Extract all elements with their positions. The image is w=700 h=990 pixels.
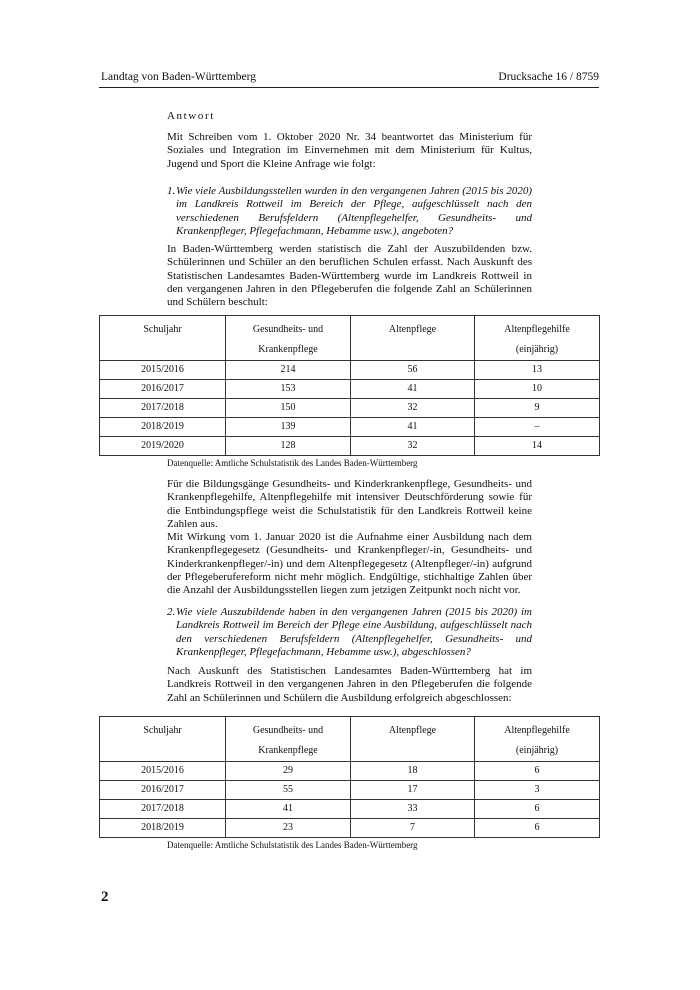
table-cell: 55 [226, 781, 351, 800]
question-2 [167, 606, 532, 659]
table-cell: 214 [226, 361, 351, 380]
table-header-row [100, 717, 600, 762]
table-row [100, 418, 600, 437]
table-cell: 3 [475, 781, 600, 800]
table-row [100, 781, 600, 800]
table-cell: 7 [351, 819, 475, 838]
table-row [100, 399, 600, 418]
table-cell: 2019/2020 [100, 437, 226, 456]
table-row [100, 762, 600, 781]
table-cell: 13 [475, 361, 600, 380]
table-cell: 153 [226, 380, 351, 399]
table-cell: 2015/2016 [100, 762, 226, 781]
answer-1-intro: In Baden-Württemberg werden statistisch die Zahl der Auszubildenden bzw. Schülerinnen und Schüler an den beruflichen Schulen erfasst. Nach Auskunft des Statistischen Landesamtes Baden-Württemberg wurde im Landkreis Rottweil in den vergangenen Jahren in den Pflegeberufen die folgende Zahl an Schülerinnen und Schülern beschult: [167, 243, 532, 309]
table-cell: 41 [351, 380, 475, 399]
column-header-gesundheits-krankenpflege [226, 316, 351, 361]
table-cell: 14 [475, 437, 600, 456]
table-cell: 139 [226, 418, 351, 437]
header-document-number: Drucksache 16 / 8759 [498, 71, 599, 83]
table-header-row [100, 316, 600, 361]
table-cell: 41 [226, 800, 351, 819]
header-rule [99, 87, 599, 88]
column-header-line: (einjährig) [515, 745, 559, 756]
table-cell: 32 [351, 399, 475, 418]
answer-2-intro: Nach Auskunft des Statistischen Landesamtes Baden-Württemberg hat im Landkreis Rottweil in den vergangenen Jahren in den Pflegeberufen die folgende Zahl an Schülerinnen und Schülern die Ausbildung erfolgreich abgeschlossen: [167, 665, 532, 704]
table-cell: 6 [475, 762, 600, 781]
table-cell: 32 [351, 437, 475, 456]
intro-paragraph: Mit Schreiben vom 1. Oktober 2020 Nr. 34 beantwortet das Ministerium für Soziales und Integration im Einvernehmen mit dem Ministerium für Kultus, Jugend und Sport die Kleine Anfrage wie folgt: [167, 131, 532, 170]
table-cell: 2016/2017 [100, 781, 226, 800]
table-cell: 23 [226, 819, 351, 838]
column-header-line: (einjährig) [515, 344, 559, 355]
column-header-altenpflege: Altenpflege [351, 316, 475, 361]
table-cell: 33 [351, 800, 475, 819]
section-title: Antwort [167, 110, 215, 122]
page-header [101, 71, 599, 83]
column-header-line: Altenpflegehilfe [504, 324, 570, 335]
page-number: 2 [101, 889, 109, 905]
table-cell: 6 [475, 800, 600, 819]
table-cell: 10 [475, 380, 600, 399]
column-header-altenpflege: Altenpflege [351, 717, 475, 762]
column-header-gesundheits-krankenpflege [226, 717, 351, 762]
table-cell: 2017/2018 [100, 399, 226, 418]
column-header-line: Gesundheits- und [252, 324, 324, 335]
table-cell: 17 [351, 781, 475, 800]
table-2-source: Datenquelle: Amtliche Schulstatistik des Landes Baden-Württemberg [167, 840, 418, 850]
table-cell: 2015/2016 [100, 361, 226, 380]
table-cell: 2018/2019 [100, 819, 226, 838]
answer-1-paragraph-2: Für die Bildungsgänge Gesundheits- und Kinderkrankenpflege, Gesundheits- und Krankenpflegehilfe, Altenpflegehilfe mit intensiver Deutschförderung sowie für die Entbindungspflege weist die Schulstatistik für den Landkreis Rottweil keine Zahlen aus. [167, 478, 532, 530]
table-row [100, 819, 600, 838]
table-cell: 2018/2019 [100, 418, 226, 437]
table-row [100, 800, 600, 819]
table-cell: 9 [475, 399, 600, 418]
column-header-altenpflegehilfe [475, 717, 600, 762]
column-header-schuljahr: Schuljahr [100, 717, 226, 762]
column-header-altenpflegehilfe [475, 316, 600, 361]
column-header-line: Gesundheits- und [252, 725, 324, 736]
column-header-schuljahr: Schuljahr [100, 316, 226, 361]
column-header-line: Krankenpflege [258, 745, 318, 756]
table-cell: 2017/2018 [100, 800, 226, 819]
question-1-number: 1. [167, 185, 176, 197]
question-2-number: 2. [167, 606, 176, 618]
table-cell: 128 [226, 437, 351, 456]
table-cell: 18 [351, 762, 475, 781]
column-header-line: Krankenpflege [258, 344, 318, 355]
table-row [100, 437, 600, 456]
table-trainees [99, 315, 600, 456]
table-cell: 150 [226, 399, 351, 418]
table-cell: – [475, 418, 600, 437]
table-cell: 2016/2017 [100, 380, 226, 399]
table-graduates [99, 716, 600, 838]
table-cell: 29 [226, 762, 351, 781]
header-parliament: Landtag von Baden-Württemberg [101, 71, 256, 83]
question-1-text: Wie viele Ausbildungsstellen wurden in den vergangenen Jahren (2015 bis 2020) im Landkreis Rottweil im Bereich der Pflege, aufgeschlüsselt nach den verschiedenen Berufsfeldern (Altenpflegehelfer, Gesundheits- und Krankenpfleger, Pflegefachmann, Hebamme usw.), angeboten? [176, 185, 532, 237]
table-row [100, 380, 600, 399]
question-2-text: Wie viele Auszubildende haben in den vergangenen Jahren (2015 bis 2020) im Landkreis Rottweil im Bereich der Pflege eine Ausbildung, aufgeschlüsselt nach den verschiedenen Berufsfeldern (Altenpflegehelfer, Gesundheits- und Krankenpfleger, Pflegefachmann, Hebamme usw.), abgeschlossen? [176, 606, 532, 658]
column-header-line: Altenpflegehilfe [504, 725, 570, 736]
answer-1-paragraph-3: Mit Wirkung vom 1. Januar 2020 ist die Aufnahme einer Ausbildung nach dem Krankenpflegegesetz (Gesundheits- und Krankenpfleger/-in, Gesundheits- und Kinderkrankenpfleger/-in) und dem Altenpflegegesetz (Altenpfleger/-in) aufgrund der Pflegeberufereform nicht mehr möglich. Endgültige, stichhaltige Zahlen über die Anzahl der Ausbildungsstellen liegen zum jetzigen Zeitpunkt noch nicht vor. [167, 531, 532, 597]
question-1 [167, 185, 532, 238]
table-1-source: Datenquelle: Amtliche Schulstatistik des Landes Baden-Württemberg [167, 458, 418, 468]
table-row [100, 361, 600, 380]
table-cell: 56 [351, 361, 475, 380]
table-cell: 41 [351, 418, 475, 437]
table-cell: 6 [475, 819, 600, 838]
